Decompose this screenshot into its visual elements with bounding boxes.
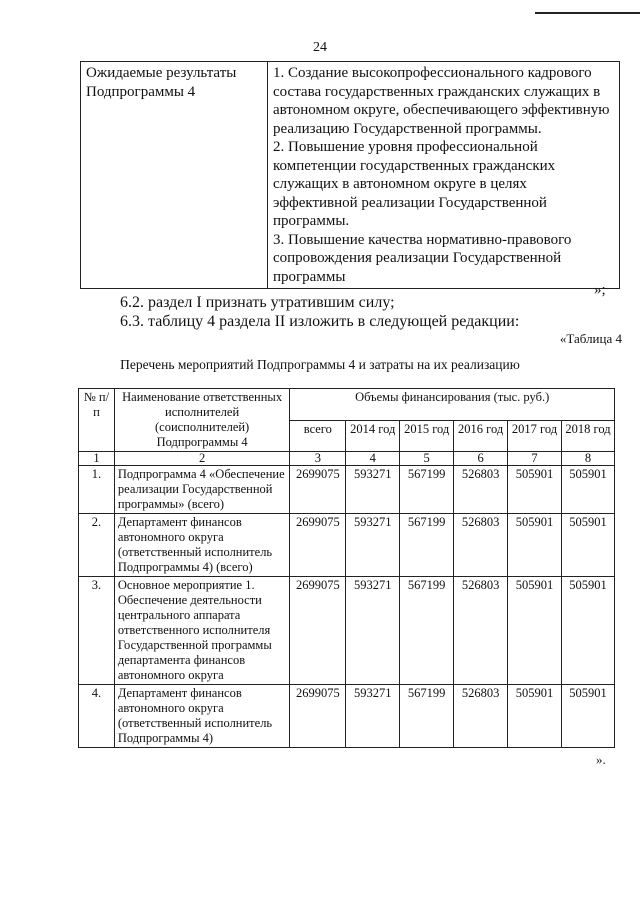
row-number: 4.: [79, 685, 115, 748]
paragraph-6-2: 6.2. раздел I признать утратившим силу;: [120, 294, 395, 311]
row-number: 1.: [79, 466, 115, 514]
results-label: Ожидаемые результаты Подпрограммы 4: [81, 62, 268, 289]
header-financing: Объемы финансирования (тыс. руб.): [290, 389, 615, 421]
header-year: 2015 год: [400, 420, 454, 452]
column-number: 5: [400, 452, 454, 466]
expected-results-table: [80, 61, 620, 289]
row-name: Департамент финансов автономного округа (ответственный исполнитель Подпрограммы 4): [114, 685, 289, 748]
table-title: Перечень мероприятий Подпрограммы 4 и затраты на их реализацию: [120, 357, 520, 372]
value-cell: 526803: [454, 577, 508, 685]
header-name: Наименование ответственных исполнителей (соисполнителей) Подпрограммы 4: [114, 389, 289, 452]
paragraph-6-3: 6.3. таблицу 4 раздела II изложить в следующей редакции:: [120, 313, 520, 330]
table-row: [79, 685, 615, 748]
header-total: всего: [290, 420, 346, 452]
value-cell: 526803: [454, 466, 508, 514]
column-number: 8: [561, 452, 614, 466]
value-cell: 593271: [346, 514, 400, 577]
header-year: 2017 год: [508, 420, 562, 452]
table-row: [79, 577, 615, 685]
value-cell: 505901: [508, 466, 562, 514]
column-number: 6: [454, 452, 508, 466]
row-name: Основное мероприятие 1. Обеспечение деятельности центрального аппарата ответственного исполнителя Государственной программы департамента финансов автономного округа: [114, 577, 289, 685]
measures-table: [78, 388, 615, 748]
row-number: 3.: [79, 577, 115, 685]
header-num: № п/п: [79, 389, 115, 452]
value-cell: 567199: [400, 685, 454, 748]
value-cell: 567199: [400, 514, 454, 577]
row-number: 2.: [79, 514, 115, 577]
column-number: 4: [346, 452, 400, 466]
value-cell: 593271: [346, 577, 400, 685]
column-numbers-row: [79, 452, 615, 466]
result-item: 2. Повышение уровня профессиональной компетенции государственных гражданских служащих в автономном округе в целях эффективной реализации Государственной программы.: [273, 139, 556, 229]
row-name: Департамент финансов автономного округа (ответственный исполнитель Подпрограммы 4) (всего): [114, 514, 289, 577]
value-cell: 505901: [561, 685, 614, 748]
value-cell: 2699075: [290, 577, 346, 685]
value-cell: 567199: [400, 577, 454, 685]
table-label: «Таблица 4: [559, 331, 622, 346]
row-name: Подпрограмма 4 «Обеспечение реализации Государственной программы» (всего): [114, 466, 289, 514]
table-row: [79, 514, 615, 577]
header-year: 2014 год: [346, 420, 400, 452]
results-content: [268, 62, 620, 289]
value-cell: 505901: [561, 466, 614, 514]
column-number: 1: [79, 452, 115, 466]
column-number: 3: [290, 452, 346, 466]
value-cell: 2699075: [290, 685, 346, 748]
value-cell: 526803: [454, 685, 508, 748]
value-cell: 2699075: [290, 466, 346, 514]
top-border-line: [535, 12, 640, 14]
closing-quote: »;: [594, 282, 606, 298]
value-cell: 505901: [508, 577, 562, 685]
value-cell: 505901: [508, 514, 562, 577]
column-number: 7: [508, 452, 562, 466]
value-cell: 505901: [561, 577, 614, 685]
value-cell: 526803: [454, 514, 508, 577]
table-row: [79, 466, 615, 514]
value-cell: 567199: [400, 466, 454, 514]
header-year: 2018 год: [561, 420, 614, 452]
result-item: 3. Повышение качества нормативно-правового сопровождения реализации Государственной программы: [273, 231, 572, 285]
value-cell: 505901: [561, 514, 614, 577]
value-cell: 593271: [346, 466, 400, 514]
header-year: 2016 год: [454, 420, 508, 452]
column-number: 2: [114, 452, 289, 466]
page-number: 24: [313, 40, 327, 55]
value-cell: 593271: [346, 685, 400, 748]
result-item: 1. Создание высокопрофессионального кадрового состава государственных гражданских служащих в автономном округе, обеспечивающего эффективную реализацию Государственной программы.: [273, 65, 610, 137]
closing-quote: ».: [596, 752, 606, 767]
value-cell: 2699075: [290, 514, 346, 577]
value-cell: 505901: [508, 685, 562, 748]
